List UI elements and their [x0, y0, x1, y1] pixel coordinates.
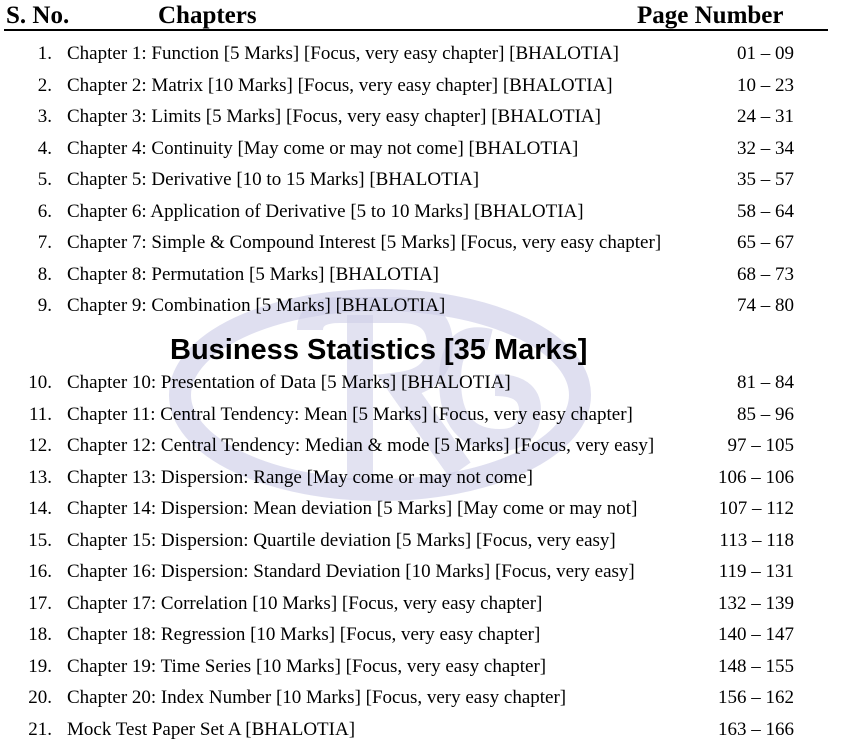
page-range: 132 – 139 — [718, 592, 794, 614]
page-range: 65 – 67 — [737, 232, 794, 253]
chapter-title: Chapter 14: Dispersion: Mean deviation [5 Marks] [May come or may not] — [67, 498, 638, 519]
table-row — [0, 527, 864, 555]
chapter-title: Chapter 3: Limits [5 Marks] [Focus, very easy chapter] [BHALOTIA] — [67, 106, 601, 127]
row-number: 19. — [28, 655, 52, 677]
chapter-title: Chapter 6: Application of Derivative [5 to 10 Marks] [BHALOTIA] — [67, 200, 584, 222]
row-number: 8. — [37, 263, 52, 285]
table-row — [0, 590, 864, 618]
page-range: 107 – 112 — [718, 498, 794, 519]
chapter-title: Chapter 5: Derivative [10 to 15 Marks] [BHALOTIA] — [67, 169, 480, 190]
chapter-title: Chapter 2: Matrix [10 Marks] [Focus, very easy chapter] [BHALOTIA] — [67, 74, 613, 96]
row-number: 18. — [28, 624, 52, 645]
page-range: 24 – 31 — [737, 106, 794, 127]
chapter-title: Chapter 18: Regression [10 Marks] [Focus, very easy chapter] — [67, 624, 541, 645]
table-row — [0, 103, 864, 131]
page-range: 113 – 118 — [719, 529, 794, 551]
page-range: 01 – 09 — [737, 43, 794, 64]
page-range: 58 – 64 — [737, 200, 794, 222]
chapter-title: Chapter 11: Central Tendency: Mean [5 Marks] [Focus, very easy chapter] — [67, 403, 633, 425]
row-number: 10. — [28, 372, 52, 393]
chapter-title: Chapter 17: Correlation [10 Marks] [Focus, very easy chapter] — [67, 592, 543, 614]
page-range: 163 – 166 — [718, 718, 794, 740]
header-underline — [4, 29, 828, 31]
row-number: 6. — [37, 200, 52, 222]
page-number-header: Page Number — [637, 2, 784, 29]
row-number: 1. — [37, 43, 52, 64]
chapter-title: Chapter 16: Dispersion: Standard Deviation [10 Marks] [Focus, very easy] — [67, 561, 635, 582]
table-row — [0, 558, 864, 586]
page-range: 35 – 57 — [737, 169, 794, 190]
page-range: 97 – 105 — [727, 435, 794, 456]
table-row — [0, 40, 864, 68]
row-number: 2. — [37, 74, 52, 96]
table-row — [0, 261, 864, 289]
page-range: 148 – 155 — [718, 655, 794, 677]
chapter-title: Chapter 19: Time Series [10 Marks] [Focus, very easy chapter] — [67, 655, 547, 677]
table-row — [0, 401, 864, 429]
row-number: 15. — [28, 529, 52, 551]
table-row — [0, 432, 864, 460]
page-range: 81 – 84 — [737, 372, 794, 393]
table-header — [0, 0, 864, 34]
section-heading: Business Statistics [35 Marks] — [170, 334, 588, 366]
table-row — [0, 166, 864, 194]
row-number: 16. — [28, 561, 52, 582]
page-range: 74 – 80 — [737, 295, 794, 316]
chapter-title: Chapter 1: Function [5 Marks] [Focus, very easy chapter] [BHALOTIA] — [67, 43, 619, 64]
table-row — [0, 229, 864, 257]
table-row — [0, 716, 864, 744]
serial-number-header: S. No. — [6, 2, 70, 29]
row-number: 17. — [28, 592, 52, 614]
table-row — [0, 369, 864, 397]
row-number: 5. — [37, 169, 52, 190]
chapter-title: Chapter 15: Dispersion: Quartile deviation [5 Marks] [Focus, very easy] — [67, 529, 616, 551]
table-row — [0, 495, 864, 523]
page-range: 140 – 147 — [718, 624, 794, 645]
row-number: 13. — [28, 466, 52, 488]
chapter-title: Chapter 12: Central Tendency: Median & mode [5 Marks] [Focus, very easy] — [67, 435, 655, 456]
chapters-header: Chapters — [158, 2, 257, 29]
table-row — [0, 72, 864, 100]
page-range: 119 – 131 — [718, 561, 794, 582]
row-number: 12. — [28, 435, 52, 456]
table-row — [0, 621, 864, 649]
chapter-title: Chapter 4: Continuity [May come or may not come] [BHALOTIA] — [67, 137, 579, 159]
table-row — [0, 464, 864, 492]
table-row — [0, 198, 864, 226]
table-row — [0, 135, 864, 163]
row-number: 3. — [37, 106, 52, 127]
row-number: 20. — [28, 687, 52, 708]
row-number: 9. — [37, 295, 52, 316]
chapter-title: Chapter 10: Presentation of Data [5 Marks] [BHALOTIA] — [67, 372, 511, 393]
row-number: 7. — [37, 232, 52, 253]
page-range: 156 – 162 — [718, 687, 794, 708]
table-row — [0, 292, 864, 320]
chapter-title: Chapter 7: Simple & Compound Interest [5 Marks] [Focus, very easy chapter] — [67, 232, 662, 253]
row-number: 21. — [28, 718, 52, 740]
row-number: 4. — [37, 137, 52, 159]
chapter-title: Chapter 20: Index Number [10 Marks] [Focus, very easy chapter] — [67, 687, 567, 708]
table-row — [0, 684, 864, 712]
row-number: 14. — [28, 498, 52, 519]
page-range: 68 – 73 — [737, 263, 794, 285]
page-range: 32 – 34 — [737, 137, 794, 159]
chapter-title: Chapter 9: Combination [5 Marks] [BHALOTIA] — [67, 295, 446, 316]
chapter-title: Chapter 8: Permutation [5 Marks] [BHALOTIA] — [67, 263, 440, 285]
chapter-title: Chapter 13: Dispersion: Range [May come or may not come] — [67, 466, 533, 488]
page-range: 10 – 23 — [737, 74, 794, 96]
row-number: 11. — [28, 403, 52, 425]
page-range: 106 – 106 — [718, 466, 794, 488]
table-row — [0, 653, 864, 681]
page-range: 85 – 96 — [737, 403, 794, 425]
chapter-title: Mock Test Paper Set A [BHALOTIA] — [67, 718, 356, 740]
